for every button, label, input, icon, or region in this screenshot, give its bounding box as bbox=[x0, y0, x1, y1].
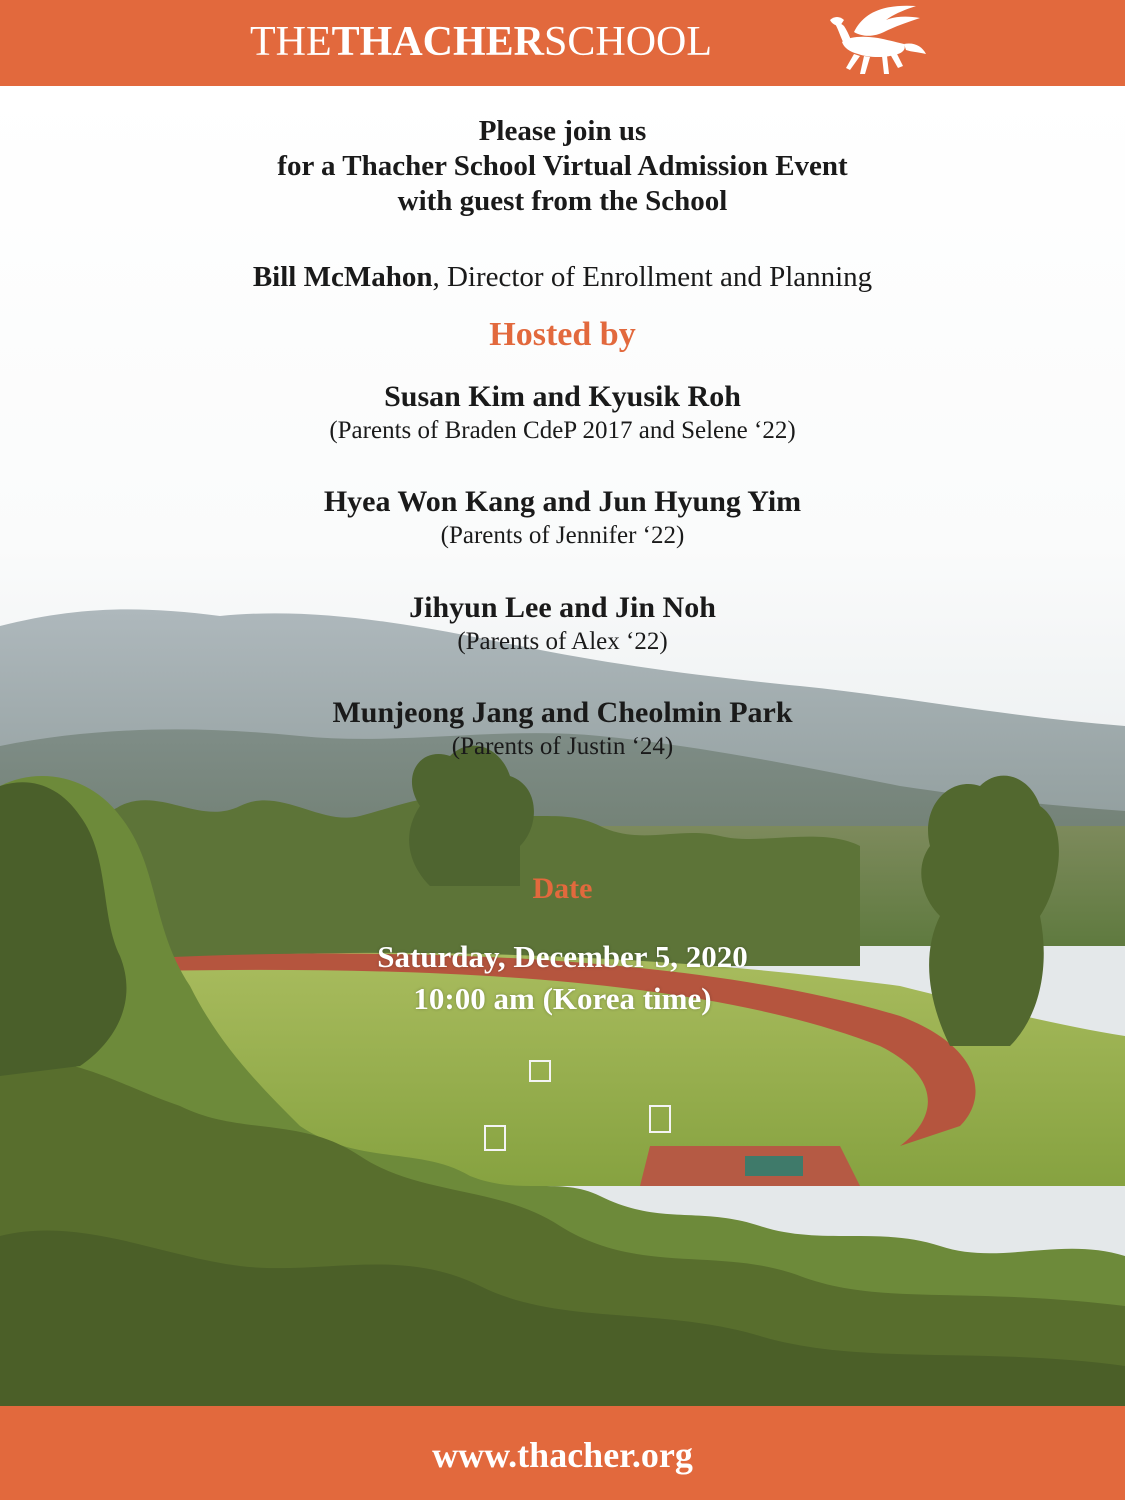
pegasus-icon bbox=[824, 2, 928, 78]
host-names: Hyea Won Kang and Jun Hyung Yim bbox=[323, 485, 802, 518]
host-note: (Parents of Braden CdeP 2017 and Selene ‘22) bbox=[329, 417, 796, 444]
header-banner bbox=[0, 0, 1125, 86]
logo-suffix: SCHOOL bbox=[544, 19, 713, 65]
logo-prefix: THE bbox=[250, 19, 332, 65]
logo-bold: THACHER bbox=[331, 19, 545, 65]
event-time: 10:00 am (Korea time) bbox=[413, 981, 712, 1016]
footer-banner bbox=[0, 1406, 1125, 1500]
invitation-text bbox=[0, 114, 1125, 219]
website-link[interactable]: www.thacher.org bbox=[432, 1435, 693, 1475]
host-entry bbox=[0, 484, 1125, 552]
hosted-by-heading: Hosted by bbox=[489, 316, 636, 353]
event-date: Saturday, December 5, 2020 bbox=[377, 939, 748, 974]
host-entry bbox=[0, 695, 1125, 763]
school-logo bbox=[250, 12, 712, 72]
guest-title: , Director of Enrollment and Planning bbox=[432, 261, 873, 293]
host-entry bbox=[0, 379, 1125, 447]
host-names: Munjeong Jang and Cheolmin Park bbox=[332, 696, 793, 729]
guest-name: Bill McMahon bbox=[252, 261, 433, 293]
event-datetime bbox=[0, 936, 1125, 1020]
host-names: Susan Kim and Kyusik Roh bbox=[384, 380, 741, 413]
invitation-line-1: Please join us bbox=[478, 115, 647, 147]
host-note: (Parents of Alex ‘22) bbox=[457, 628, 668, 655]
date-heading: Date bbox=[532, 872, 593, 905]
host-note: (Parents of Jennifer ‘22) bbox=[440, 522, 685, 549]
host-note: (Parents of Justin ‘24) bbox=[451, 733, 674, 760]
invitation-line-2: for a Thacher School Virtual Admission Event bbox=[277, 150, 848, 182]
host-entry bbox=[0, 590, 1125, 658]
invitation-line-3: with guest from the School bbox=[397, 185, 728, 217]
host-names: Jihyun Lee and Jin Noh bbox=[409, 591, 716, 624]
guest-line bbox=[0, 261, 1125, 294]
